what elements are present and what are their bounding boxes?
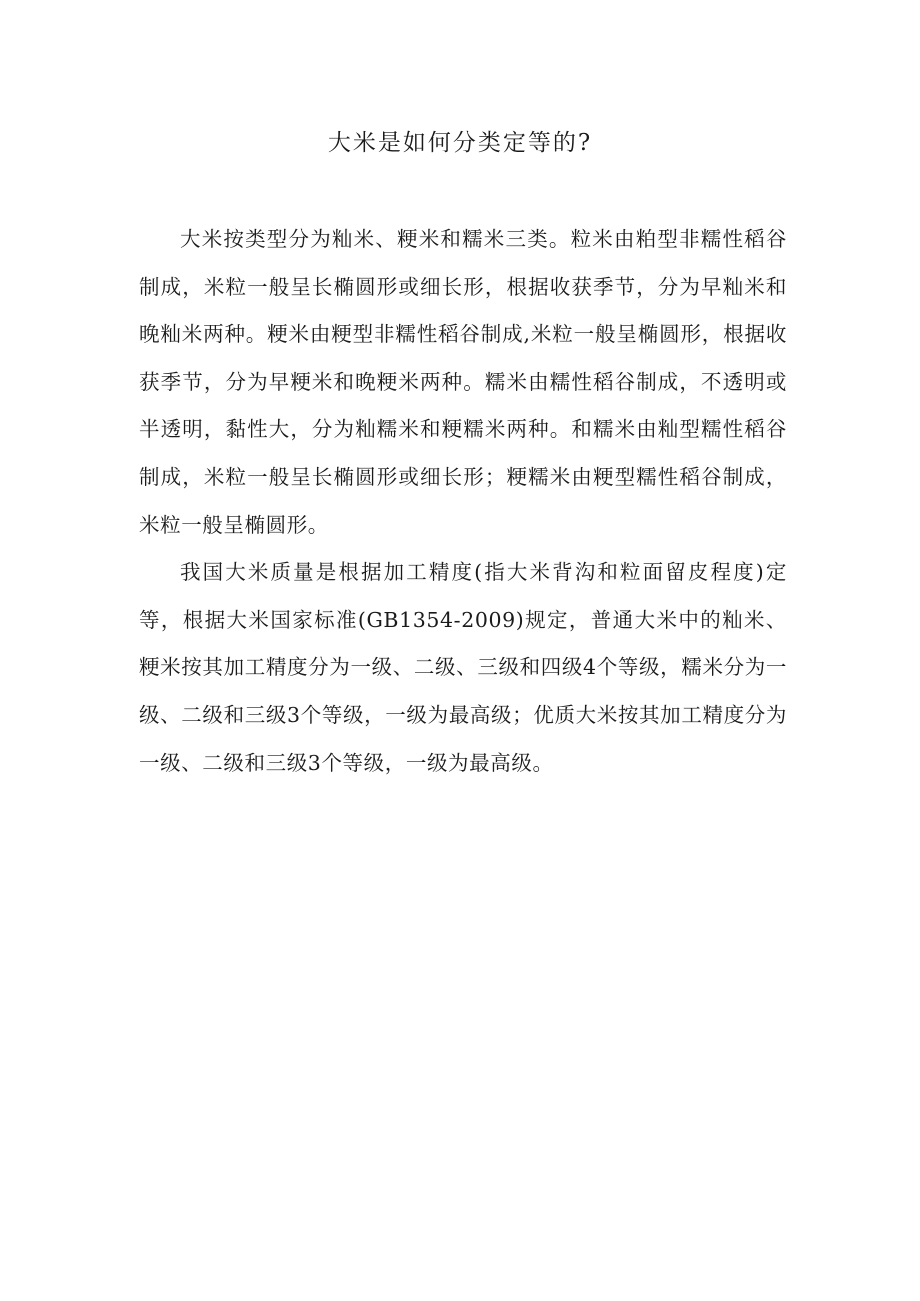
document-body [139, 216, 787, 787]
paragraph-rice-types: 大米按类型分为籼米、粳米和糯米三类。粒米由粕型非糯性稻谷制成，米粒一般呈长椭圆形或细长形，根据收获季节，分为早籼米和晚籼米两种。粳米由粳型非糯性稻谷制成,米粒一般呈椭圆形，根据收获季节，分为早粳米和晚粳米两种。糯米由糯性稻谷制成，不透明或半透明，黏性大，分为籼糯米和粳糯米两种。和糯米由籼型糯性稻谷制成，米粒一般呈长椭圆形或细长形；粳糯米由粳型糯性稻谷制成，米粒一般呈椭圆形。 [139, 227, 787, 537]
paragraph-rice-grading: 我国大米质量是根据加工精度(指大米背沟和粒面留皮程度)定等，根据大米国家标准(GB1354-2009)规定，普通大米中的籼米、粳米按其加工精度分为一级、二级、三级和四级4个等级，糯米分为一级、二级和三级3个等级，一级为最高级；优质大米按其加工精度分为一级、二级和三级3个等级，一级为最高级。 [139, 560, 787, 775]
document-title: 大米是如何分类定等的? [327, 130, 593, 156]
